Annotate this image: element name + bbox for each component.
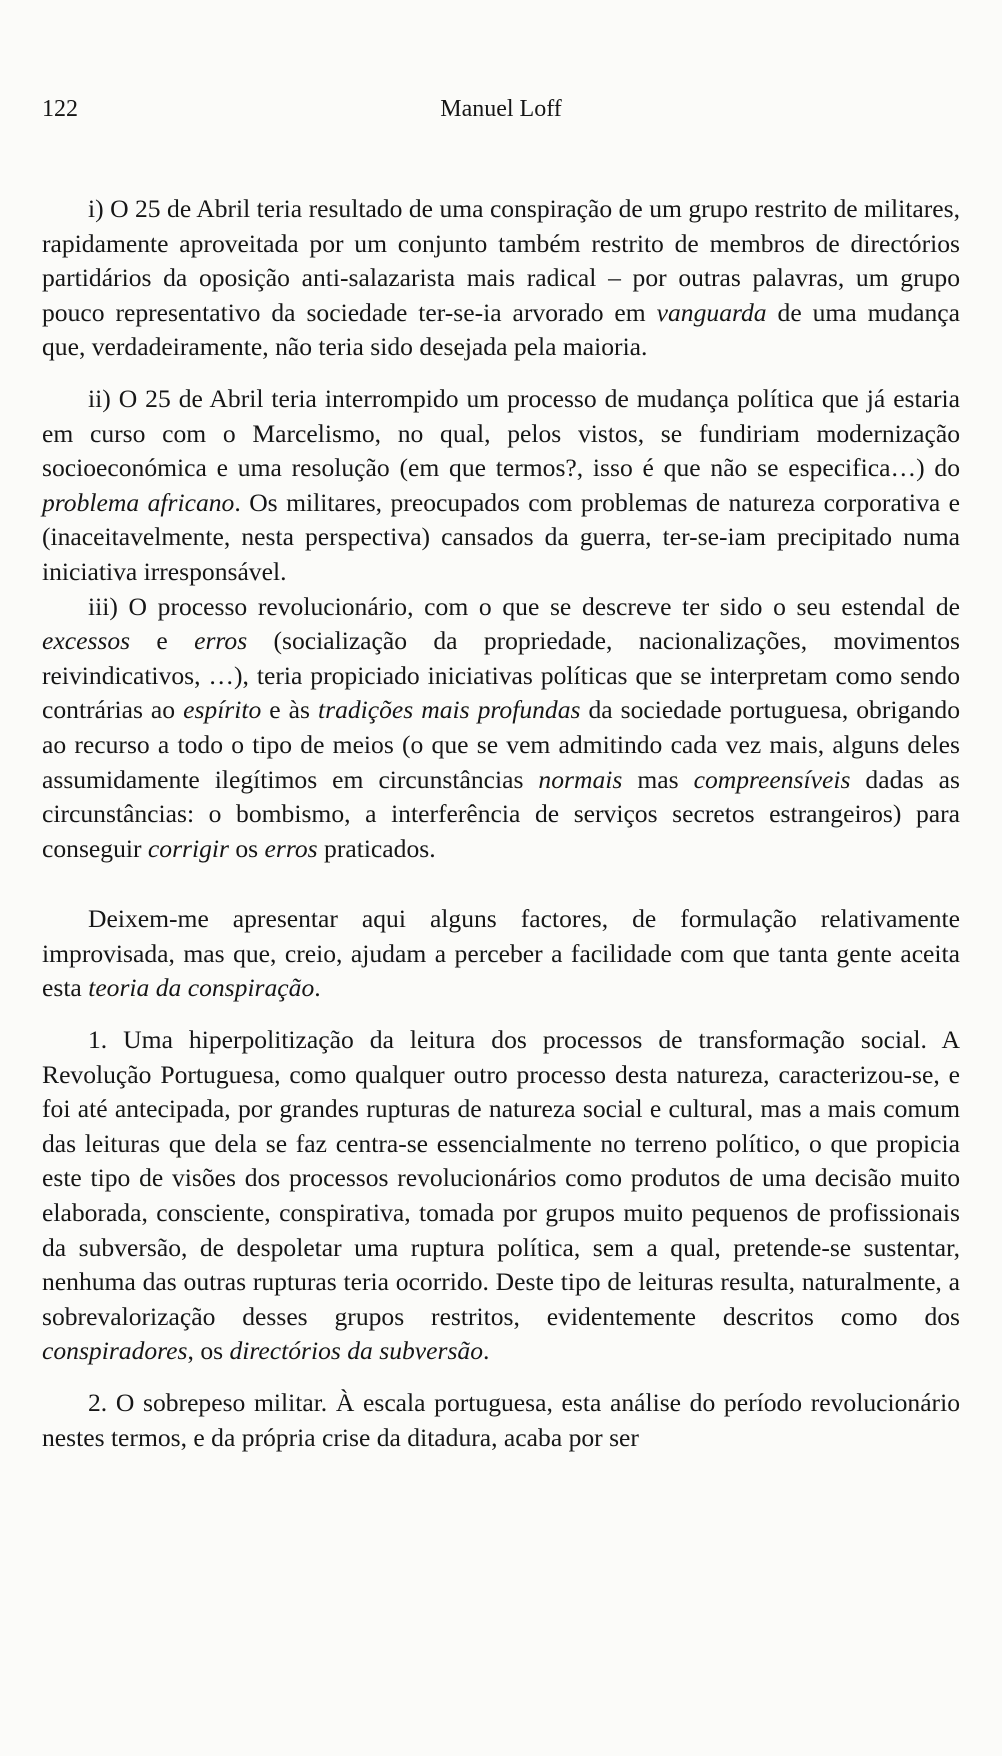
page-number: 122 (42, 96, 78, 122)
paragraph-factor-2: 2. O sobrepeso militar. À escala portuguesa, esta análise do período revolucionário nestes termos, e da própria crise da ditadura, acaba por ser (42, 1388, 960, 1452)
page-header (42, 96, 960, 126)
paragraph-factor-1: 1. Uma hiperpolitização da leitura dos processos de transformação social. A Revolução Portuguesa, como qualquer outro processo desta natureza, caracterizou-se, e foi até antecipada, por grandes rupturas de natureza social e cultural, mas a mais comum das leituras que dela se faz centra-se essencialmente no terreno político, o que propicia este tipo de visões dos processos revolucionários como produtos de uma decisão muito elaborada, consciente, conspirativa, tomada por grupos muito pequenos de profissionais da subversão, de despoletar uma ruptura política, sem a qual, pretende-se sustentar, nenhuma das outras rupturas teria ocorrido. Deste tipo de leituras resulta, naturalmente, a sobrevalorização desses grupos restritos, evidentemente descritos como dos conspiradores, os directórios da subversão. (42, 1025, 960, 1366)
paragraph-point-i: i) O 25 de Abril teria resultado de uma conspiração de um grupo restrito de militares, rapidamente aproveitada por um conjunto também restrito de membros de directórios partidários da oposição anti-salazarista mais radical – por outras palavras, um grupo pouco representativo da sociedade ter-se-ia arvorado em vanguarda de uma mudança que, verdadeiramente, não teria sido desejada pela maioria. (42, 194, 960, 362)
paragraph-point-iii: iii) O processo revolucionário, com o que se descreve ter sido o seu estendal de excessos e erros (socialização da propriedade, nacionalizações, movimentos reivindicativos, …), teria propiciado iniciativas políticas que se interpretam como sendo contrárias ao espírito e às tradições mais profundas da sociedade portuguesa, obrigando ao recurso a todo o tipo de meios (o que se vem admitindo cada vez mais, alguns deles assumidamente ilegítimos em circunstâncias normais mas compreensíveis dadas as circunstâncias: o bombismo, a interferência de serviços secretos estrangeiros) para conseguir corrigir os erros praticados. (42, 591, 961, 863)
paragraph-intro-factors: Deixem-me apresentar aqui alguns factores, de formulação relativamente improvisada, mas que, creio, ajudam a perceber a facilidade com que tanta gente aceita esta teoria da conspiração. (42, 904, 960, 1003)
body-text (42, 192, 960, 1455)
running-head-author: Manuel Loff (440, 96, 562, 122)
paragraph-point-ii: ii) O 25 de Abril teria interrompido um processo de mudança política que já estaria em curso com o Marcelismo, no qual, pelos vistos, se fundiriam modernização socioeconómica e uma resolução (em que termos?, isso é que não se especifica…) do problema africano. Os militares, preocupados com problemas de natureza corporativa e (inaceitavelmente, nesta perspectiva) cansados da guerra, ter-se-iam precipitado numa iniciativa irresponsável. (42, 383, 960, 586)
